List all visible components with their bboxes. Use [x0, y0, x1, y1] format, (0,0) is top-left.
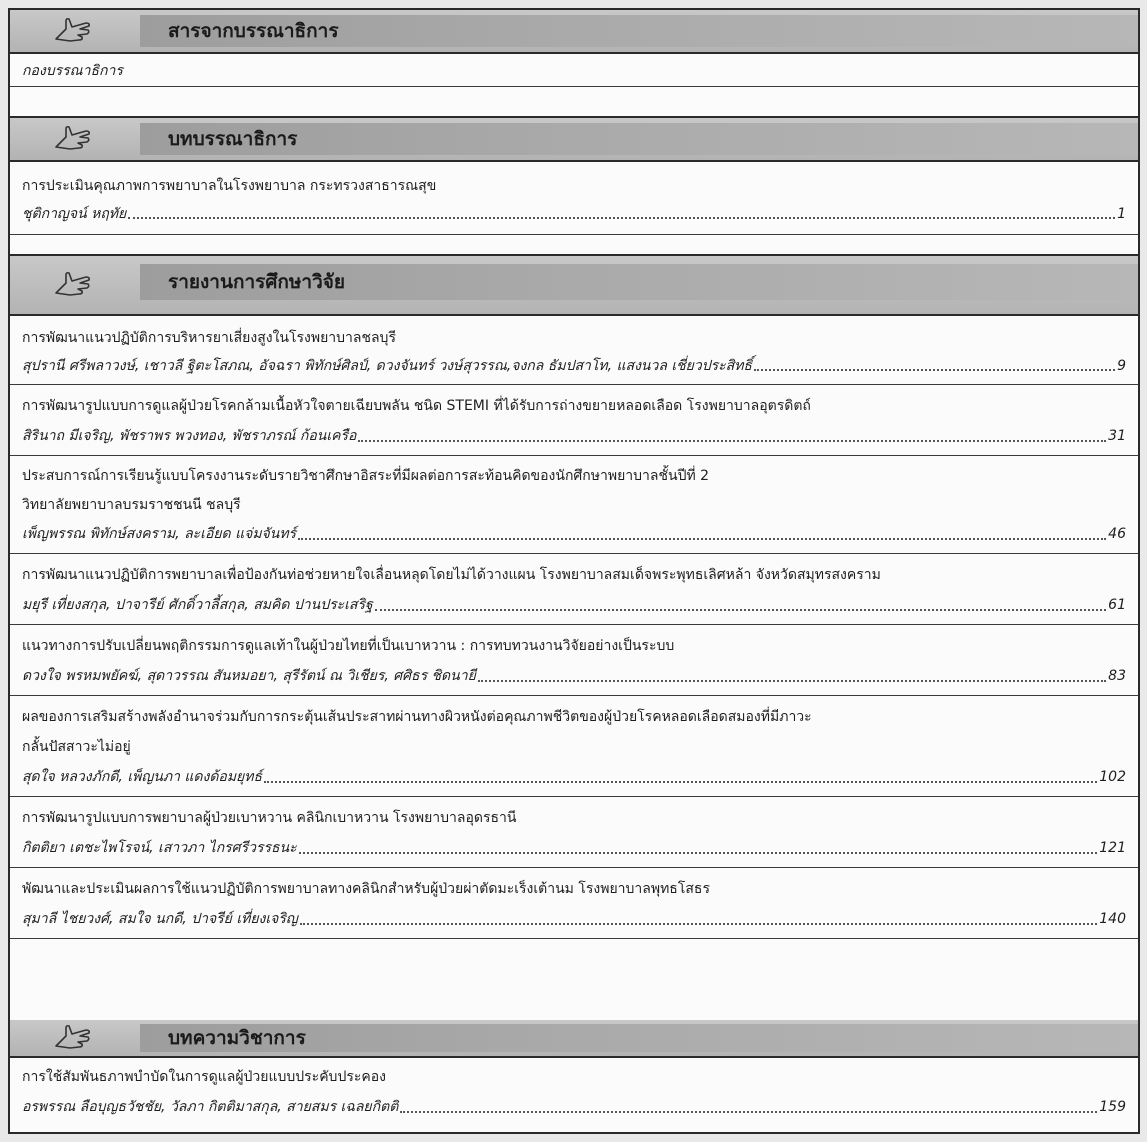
entry-authors-row: [22, 421, 1126, 451]
pointing-hand-icon: [10, 1020, 135, 1056]
leader-dots: [128, 216, 1115, 219]
toc-entry: [10, 868, 1138, 939]
entry-authors-row: [22, 661, 1126, 691]
toc-entry: [10, 316, 1138, 385]
entry-page-number: 61: [1108, 597, 1126, 613]
entry-authors: กิตติยา เตชะไพโรจน์, เสาวภา ไกรศรีวรรธนะ: [22, 840, 297, 856]
entry-authors-row: [22, 520, 1126, 549]
entry-page-number: 159: [1099, 1099, 1126, 1115]
entry-authors: สุมาลี ไชยวงศ์, สมใจ นกดี, ปาจรีย์ เที่ยงเจริญ: [22, 911, 298, 927]
section-title: สารจากบรรณาธิการ: [140, 15, 1138, 47]
toc-entry: [10, 1058, 1138, 1126]
leader-dots: [298, 537, 1106, 540]
section-editor-message: [10, 10, 1138, 87]
entry-authors: มยุรี เที่ยงสกุล, ปาจารีย์ ศักดิ์วาลี้สกุล, สมคิด ปานประเสริฐ: [22, 597, 373, 613]
entry-title-continued: วิทยาลัยพยาบาลบรมราชชนนี ชลบุรี: [22, 497, 241, 513]
leader-dots: [478, 679, 1106, 682]
entry-authors-row: [22, 352, 1126, 380]
section-header: [10, 1020, 1138, 1058]
leader-dots: [299, 851, 1098, 854]
section-title: บทบรรณาธิการ: [140, 123, 1138, 155]
entry-title-continued: กลั้นปัสสาวะไม่อยู่: [22, 739, 131, 755]
entry-authors: อรพรรณ ลือบุญธวัชชัย, วัลภา กิตติมาสกุล, สายสมร เฉลยกิตติ: [22, 1099, 399, 1115]
toc-entry: [10, 385, 1138, 456]
toc-entry: [10, 162, 1138, 235]
pointing-hand-icon: [10, 256, 135, 314]
section-header: [10, 10, 1138, 54]
entry-title: ผลของการเสริมสร้างพลังอำนาจร่วมกับการกระตุ้นเส้นประสาทผ่านทางผิวหนังต่อคุณภาพชีวิตของผู้ป่วยโรคหลอดเลือดสมองที่มีภาวะ: [22, 709, 812, 725]
entry-title: การประเมินคุณภาพการพยาบาลในโรงพยาบาล กระทรวงสาธารณสุข: [22, 178, 437, 194]
entry-page-number: 121: [1099, 840, 1126, 856]
entry-authors-row: [22, 1092, 1126, 1122]
toc-entry: [10, 456, 1138, 554]
entry-page-number: 140: [1099, 911, 1126, 927]
section-title: บทความวิชาการ: [140, 1024, 1138, 1052]
entry-title: การใช้สัมพันธภาพบำบัดในการดูแลผู้ป่วยแบบประคับประคอง: [22, 1069, 386, 1085]
leader-dots: [400, 1110, 1097, 1113]
entry-authors-row: [22, 590, 1126, 620]
entry-authors-row: [22, 833, 1126, 863]
pointing-hand-icon: [10, 118, 135, 160]
table-of-contents-page: [8, 8, 1140, 1134]
entry-page-number: 46: [1108, 526, 1126, 542]
entry-title: การพัฒนาแนวปฏิบัติการบริหารยาเสี่ยงสูงในโรงพยาบาลชลบุรี: [22, 330, 396, 346]
entry-page-number: 102: [1099, 769, 1126, 785]
entry-page-number: 83: [1108, 668, 1126, 684]
entry-authors-row: [22, 762, 1126, 792]
entry-authors-row: [22, 200, 1126, 228]
entry-authors: สุปรานี ศรีพลาวงษ์, เชาวลี ฐิตะโสภณ, อัจฉรา พิทักษ์ศิลป์, ดวงจันทร์ วงษ์สุวรรณ,จงกล ธัมปสาโท, แสงนวล เชี่ยวประสิทธิ์: [22, 358, 752, 374]
entry-title: การพัฒนารูปแบบการดูแลผู้ป่วยโรคกล้ามเนื้อหัวใจตายเฉียบพลัน ชนิด STEMI ที่ได้รับการถ่างขยายหลอดเลือด โรงพยาบาลอุตรดิตถ์: [22, 398, 811, 414]
pointing-hand-icon: [10, 10, 135, 52]
section-header: [10, 116, 1138, 162]
toc-entry: [10, 54, 1138, 87]
entry-page-number: 1: [1117, 206, 1126, 222]
leader-dots: [754, 368, 1115, 371]
section-academic-articles: [10, 1020, 1138, 1126]
toc-entry: [10, 797, 1138, 868]
toc-entry: [10, 696, 1138, 797]
entry-authors: สิรินาถ มีเจริญ, พัชราพร พวงทอง, พัชราภรณ์ ก้อนเครือ: [22, 428, 357, 444]
entry-authors: ดวงใจ พรหมพยัคฆ์, สุดาวรรณ สันหมอยา, สุรีรัตน์ ณ วิเชียร, ศศิธร ชิดนายี: [22, 668, 476, 684]
leader-dots: [300, 922, 1097, 925]
section-editorial: [10, 116, 1138, 235]
leader-dots: [264, 780, 1097, 783]
entry-authors: เพ็ญพรรณ พิทักษ์สงคราม, ละเอียด แจ่มจันทร์: [22, 526, 297, 542]
entry-title: การพัฒนาแนวปฏิบัติการพยาบาลเพื่อป้องกันท่อช่วยหายใจเลื่อนหลุดโดยไม่ได้วางแผน โรงพยาบาลสมเด็จพระพุทธเลิศหล้า จังหวัดสมุทรสงคราม: [22, 567, 881, 583]
toc-entry: [10, 554, 1138, 625]
leader-dots: [358, 439, 1106, 442]
entry-authors: กองบรรณาธิการ: [22, 63, 123, 79]
entry-page-number: 31: [1108, 428, 1126, 444]
leader-dots: [375, 608, 1106, 611]
entry-authors: สุดใจ หลวงภักดี, เพ็ญนภา แดงด้อมยุทธ์: [22, 769, 263, 785]
section-title: รายงานการศึกษาวิจัย: [140, 264, 1138, 300]
entry-title: พัฒนาและประเมินผลการใช้แนวปฏิบัติการพยาบาลทางคลินิกสำหรับผู้ป่วยผ่าตัดมะเร็งเต้านม โรงพยาบาลพุทธโสธร: [22, 881, 710, 897]
entry-authors-row: [22, 58, 1126, 84]
entry-authors: ชุติกาญจน์ หฤทัย: [22, 206, 127, 222]
section-research-reports: [10, 254, 1138, 939]
toc-entry: [10, 625, 1138, 696]
section-header: [10, 254, 1138, 316]
entry-authors-row: [22, 904, 1126, 934]
entry-page-number: 9: [1117, 358, 1126, 374]
entry-title: การพัฒนารูปแบบการพยาบาลผู้ป่วยเบาหวาน คลินิกเบาหวาน โรงพยาบาลอุดรธานี: [22, 810, 517, 826]
entry-title: แนวทางการปรับเปลี่ยนพฤติกรรมการดูแลเท้าในผู้ป่วยไทยที่เป็นเบาหวาน : การทบทวนงานวิจัยอย่างเป็นระบบ: [22, 638, 675, 654]
entry-title: ประสบการณ์การเรียนรู้แบบโครงงานระดับรายวิชาศึกษาอิสระที่มีผลต่อการสะท้อนคิดของนักศึกษาพยาบาลชั้นปีที่ 2: [22, 468, 710, 484]
